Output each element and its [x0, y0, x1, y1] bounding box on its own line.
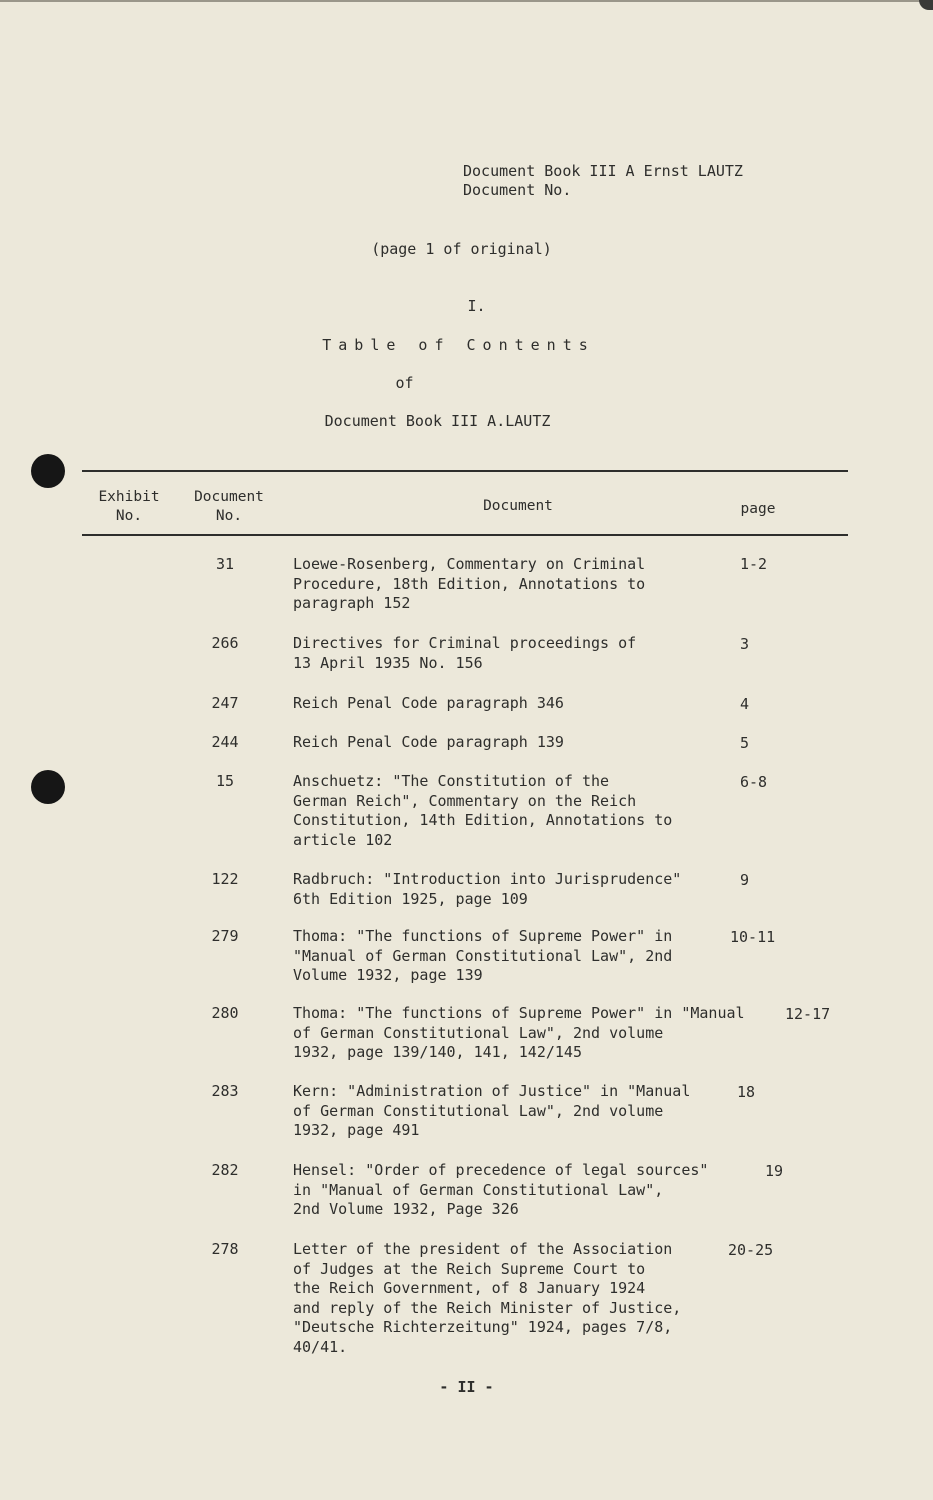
column-header-document: Document [483, 498, 553, 514]
document-description [293, 772, 713, 850]
description-line: of German Constitutional Law", 2nd volume [293, 1023, 664, 1042]
document-description [293, 1082, 713, 1141]
document-number: 279 [211, 927, 239, 945]
document-description [293, 1004, 745, 1063]
page-reference: 3 [740, 635, 750, 653]
header-docno-line: Document No. [463, 181, 572, 199]
document-number: 283 [211, 1082, 239, 1100]
section-number: I. [467, 297, 486, 315]
description-line: the Reich Government, of 8 January 1924 [293, 1279, 646, 1297]
description-line: and reply of the Reich Minister of Justice, [293, 1298, 682, 1317]
description-line: Thoma: "The functions of Supreme Power" in [293, 927, 673, 945]
description-line: in "Manual of German Constitutional Law", [293, 1180, 664, 1199]
description-line: Constitution, 14th Edition, Annotations to [293, 811, 673, 829]
description-line: Kern: "Administration of Justice" in "Manual [293, 1082, 691, 1100]
column-header-docno-line2: No. [215, 508, 243, 524]
page-footer: - II - [439, 1378, 494, 1396]
document-number: 278 [211, 1240, 239, 1258]
document-description [293, 1161, 713, 1220]
description-line: Reich Penal Code paragraph 139 [293, 733, 564, 751]
description-line: 2nd Volume 1932, Page 326 [293, 1200, 519, 1218]
description-line: German Reich", Commentary on the Reich [293, 791, 637, 810]
page-reference: 20-25 [728, 1241, 774, 1259]
description-line: paragraph 152 [293, 594, 411, 612]
document-number: 266 [211, 634, 239, 652]
description-line: Hensel: "Order of precedence of legal sources" [293, 1161, 709, 1179]
description-line: 13 April 1935 No. 156 [293, 653, 483, 672]
page-reference: 12-17 [785, 1005, 831, 1023]
document-number: 280 [211, 1004, 239, 1022]
document-number: 282 [211, 1161, 239, 1179]
description-line: of German Constitutional Law", 2nd volume [293, 1101, 664, 1120]
document-description [293, 555, 713, 614]
column-header-exhibit-line2: No. [115, 508, 143, 524]
document-description [293, 634, 713, 673]
document-description [293, 927, 713, 986]
column-header-page: page [740, 501, 776, 517]
document-number: 122 [211, 870, 239, 888]
description-line: "Deutsche Richterzeitung" 1924, pages 7/8, [293, 1318, 673, 1336]
page-reference: 5 [740, 734, 750, 752]
page-note: (page 1 of original) [371, 240, 552, 258]
description-line: Letter of the president of the Association [293, 1240, 673, 1258]
toc-title-of: of [395, 374, 414, 392]
page-reference: 1-2 [740, 555, 768, 573]
header-book-line: Document Book III A Ernst LAUTZ [463, 162, 743, 180]
description-line: Loewe-Rosenberg, Commentary on Criminal [293, 555, 646, 573]
document-description [293, 1240, 713, 1357]
page-reference: 19 [765, 1162, 784, 1180]
description-line: of Judges at the Reich Supreme Court to [293, 1259, 646, 1278]
page-reference: 4 [740, 695, 750, 713]
description-line: Thoma: "The functions of Supreme Power" in "Manual [293, 1004, 745, 1022]
page-reference: 18 [737, 1083, 756, 1101]
description-line: Volume 1932, page 139 [293, 966, 483, 984]
page-reference: 10-11 [730, 928, 776, 946]
document-number: 244 [211, 733, 239, 751]
description-line: 1932, page 139/140, 141, 142/145 [293, 1043, 582, 1061]
description-line: 1932, page 491 [293, 1121, 420, 1139]
column-header-docno-line1: Document [194, 489, 264, 505]
document-number: 31 [215, 555, 235, 573]
column-header-exhibit-line1: Exhibit [98, 489, 160, 505]
description-line: Anschuetz: "The Constitution of the [293, 772, 610, 790]
description-line: Radbruch: "Introduction into Jurisprudence" [293, 870, 682, 888]
description-line: "Manual of German Constitutional Law", 2nd [293, 946, 673, 965]
description-line: Reich Penal Code paragraph 346 [293, 694, 564, 712]
description-line: Directives for Criminal proceedings of [293, 634, 637, 652]
description-line: article 102 [293, 830, 393, 849]
document-description [293, 870, 713, 909]
page-reference: 9 [740, 871, 750, 889]
page-reference: 6-8 [740, 773, 768, 791]
description-line: Procedure, 18th Edition, Annotations to [293, 574, 646, 593]
toc-subtitle: Document Book III A.LAUTZ [324, 412, 551, 430]
document-description [293, 733, 713, 753]
description-line: 40/41. [293, 1337, 348, 1356]
description-line: 6th Edition 1925, page 109 [293, 889, 528, 908]
document-description [293, 694, 713, 714]
toc-title: Table of Contents [322, 336, 595, 354]
document-number: 15 [215, 772, 235, 790]
document-number: 247 [211, 694, 239, 712]
